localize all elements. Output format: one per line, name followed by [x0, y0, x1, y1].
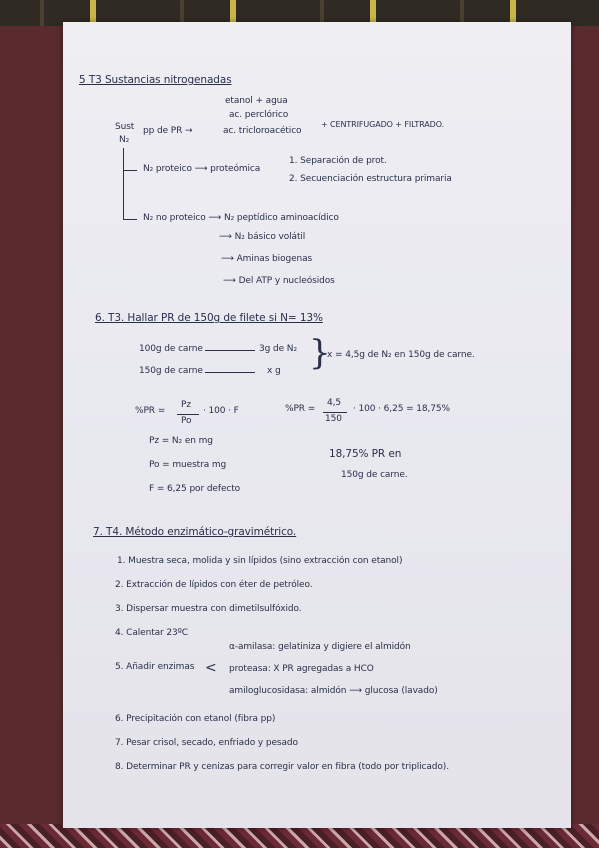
- enzyme-amyloglucosidase: amiloglucosidasa: almidón ⟶ glucosa (lavado): [229, 686, 438, 696]
- enzyme-amylase: α-amilasa: gelatiniza y digiere el almidón: [229, 642, 411, 652]
- tree-branch-3: [123, 219, 137, 220]
- calc-result: · 100 · 6,25 = 18,75%: [353, 404, 451, 414]
- proportion-arrow-1: [205, 350, 255, 351]
- step-3: 3. Dispersar muestra con dimetilsulfóxido.: [115, 604, 302, 614]
- right-brace: }: [309, 333, 331, 373]
- step-2: 2. Extracción de lípidos con éter de petróleo.: [115, 580, 313, 590]
- def-po: Po = muestra mg: [149, 460, 227, 470]
- formula-pz: Pz: [181, 400, 191, 410]
- proportion-row2-left: 150g de carne: [139, 366, 203, 376]
- protein-n-branch: N₂ proteico ⟶ proteómica: [143, 164, 261, 174]
- nonprotein-n-branch: N₂ no proteico ⟶ N₂ peptídico aminoacídico: [143, 213, 339, 223]
- enzyme-protease: proteasa: X PR agregadas a HCO: [229, 664, 374, 674]
- formula-pr: %PR =: [135, 406, 166, 416]
- calc-fraction-bar: [323, 412, 347, 413]
- nonprotein-volatile: ⟶ N₂ básico volátil: [219, 232, 306, 242]
- reagent-perchloric: ac. perclórico: [229, 110, 289, 120]
- step-6: 6. Precipitación con etanol (fibra pp): [115, 714, 276, 724]
- proportion-result: x = 4,5g de N₂ en 150g de carne.: [327, 350, 475, 360]
- section-5-title: 5 T3 Sustancias nitrogenadas: [79, 74, 232, 86]
- pp-pr-label: pp de PR →: [143, 126, 193, 136]
- formula-fraction-bar: [177, 414, 199, 415]
- sequencing: 2. Secuenciación estructura primaria: [289, 174, 452, 184]
- formula-po: Po: [181, 416, 192, 426]
- notebook-page: [63, 22, 571, 828]
- step-8: 8. Determinar PR y cenizas para corregir valor en fibra (todo por triplicado).: [115, 762, 449, 772]
- calc-pr: %PR =: [285, 404, 316, 414]
- protein-separation: 1. Separación de prot.: [289, 156, 387, 166]
- answer-line-1: 18,75% PR en: [329, 448, 402, 460]
- def-pz: Pz = N₂ en mg: [149, 436, 213, 446]
- step-7: 7. Pesar crisol, secado, enfriado y pesado: [115, 738, 298, 748]
- calc-numerator: 4,5: [327, 398, 342, 408]
- def-f: F = 6,25 por defecto: [149, 484, 241, 494]
- step-5: 5. Añadir enzimas: [115, 662, 195, 672]
- sust-label: Sust: [115, 122, 135, 132]
- section-7-title: 7. T4. Método enzimático-gravimétrico.: [93, 526, 297, 538]
- answer-line-2: 150g de carne.: [341, 470, 408, 480]
- calc-denominator: 150: [325, 414, 342, 424]
- nonprotein-amines: ⟶ Aminas biogenas: [221, 254, 313, 264]
- n2-label: N₂: [119, 135, 130, 145]
- proportion-row1-right: 3g de N₂: [259, 344, 297, 354]
- section-6-title: 6. T3. Hallar PR de 150g de filete si N= 13%: [95, 312, 323, 324]
- proportion-arrow-2: [205, 372, 255, 373]
- nonprotein-atp: ⟶ Del ATP y nucleósidos: [223, 276, 335, 286]
- tree-branch-2: [123, 170, 137, 171]
- proportion-row2-right: x g: [267, 366, 281, 376]
- step-1: 1. Muestra seca, molida y sin lípidos (sino extracción con etanol): [117, 556, 403, 566]
- enzyme-brace: <: [205, 660, 217, 676]
- reagent-ethanol: etanol + agua: [225, 96, 288, 106]
- step-4: 4. Calentar 23ºC: [115, 628, 188, 638]
- formula-times: · 100 · F: [203, 406, 239, 416]
- reagent-tca: ac. tricloroacético: [223, 126, 302, 136]
- tree-vertical-line: [123, 148, 124, 220]
- proportion-row1-left: 100g de carne: [139, 344, 203, 354]
- centrifuge-filter: + CENTRIFUGADO + FILTRADO.: [321, 120, 445, 129]
